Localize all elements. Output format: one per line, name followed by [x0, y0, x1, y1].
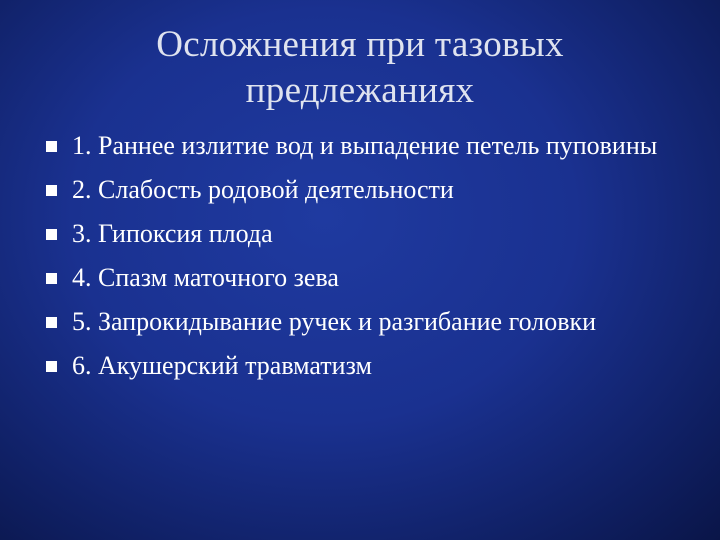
title-line-1: Осложнения при тазовых	[156, 24, 564, 65]
bullet-text: 5. Запрокидывание ручек и разгибание головки	[72, 307, 597, 336]
list-item	[44, 132, 694, 160]
square-bullet-icon	[46, 229, 57, 240]
list-item	[44, 220, 694, 248]
list-item	[44, 352, 694, 380]
square-bullet-icon	[46, 361, 57, 372]
bullet-text: 3. Гипоксия плода	[72, 219, 273, 248]
bullet-list	[44, 132, 694, 396]
list-item	[44, 308, 694, 336]
list-item	[44, 176, 694, 204]
list-item	[44, 264, 694, 292]
square-bullet-icon	[46, 141, 57, 152]
square-bullet-icon	[46, 317, 57, 328]
bullet-text: 2. Слабость родовой деятельности	[72, 175, 454, 204]
slide-title	[110, 22, 610, 114]
bullet-text: 6. Акушерский травматизм	[72, 351, 372, 380]
square-bullet-icon	[46, 273, 57, 284]
bullet-text: 4. Спазм маточного зева	[72, 263, 339, 292]
square-bullet-icon	[46, 185, 57, 196]
bullet-text: 1. Раннее излитие вод и выпадение петель пуповины	[72, 131, 658, 160]
title-line-2: предлежаниях	[245, 70, 475, 111]
